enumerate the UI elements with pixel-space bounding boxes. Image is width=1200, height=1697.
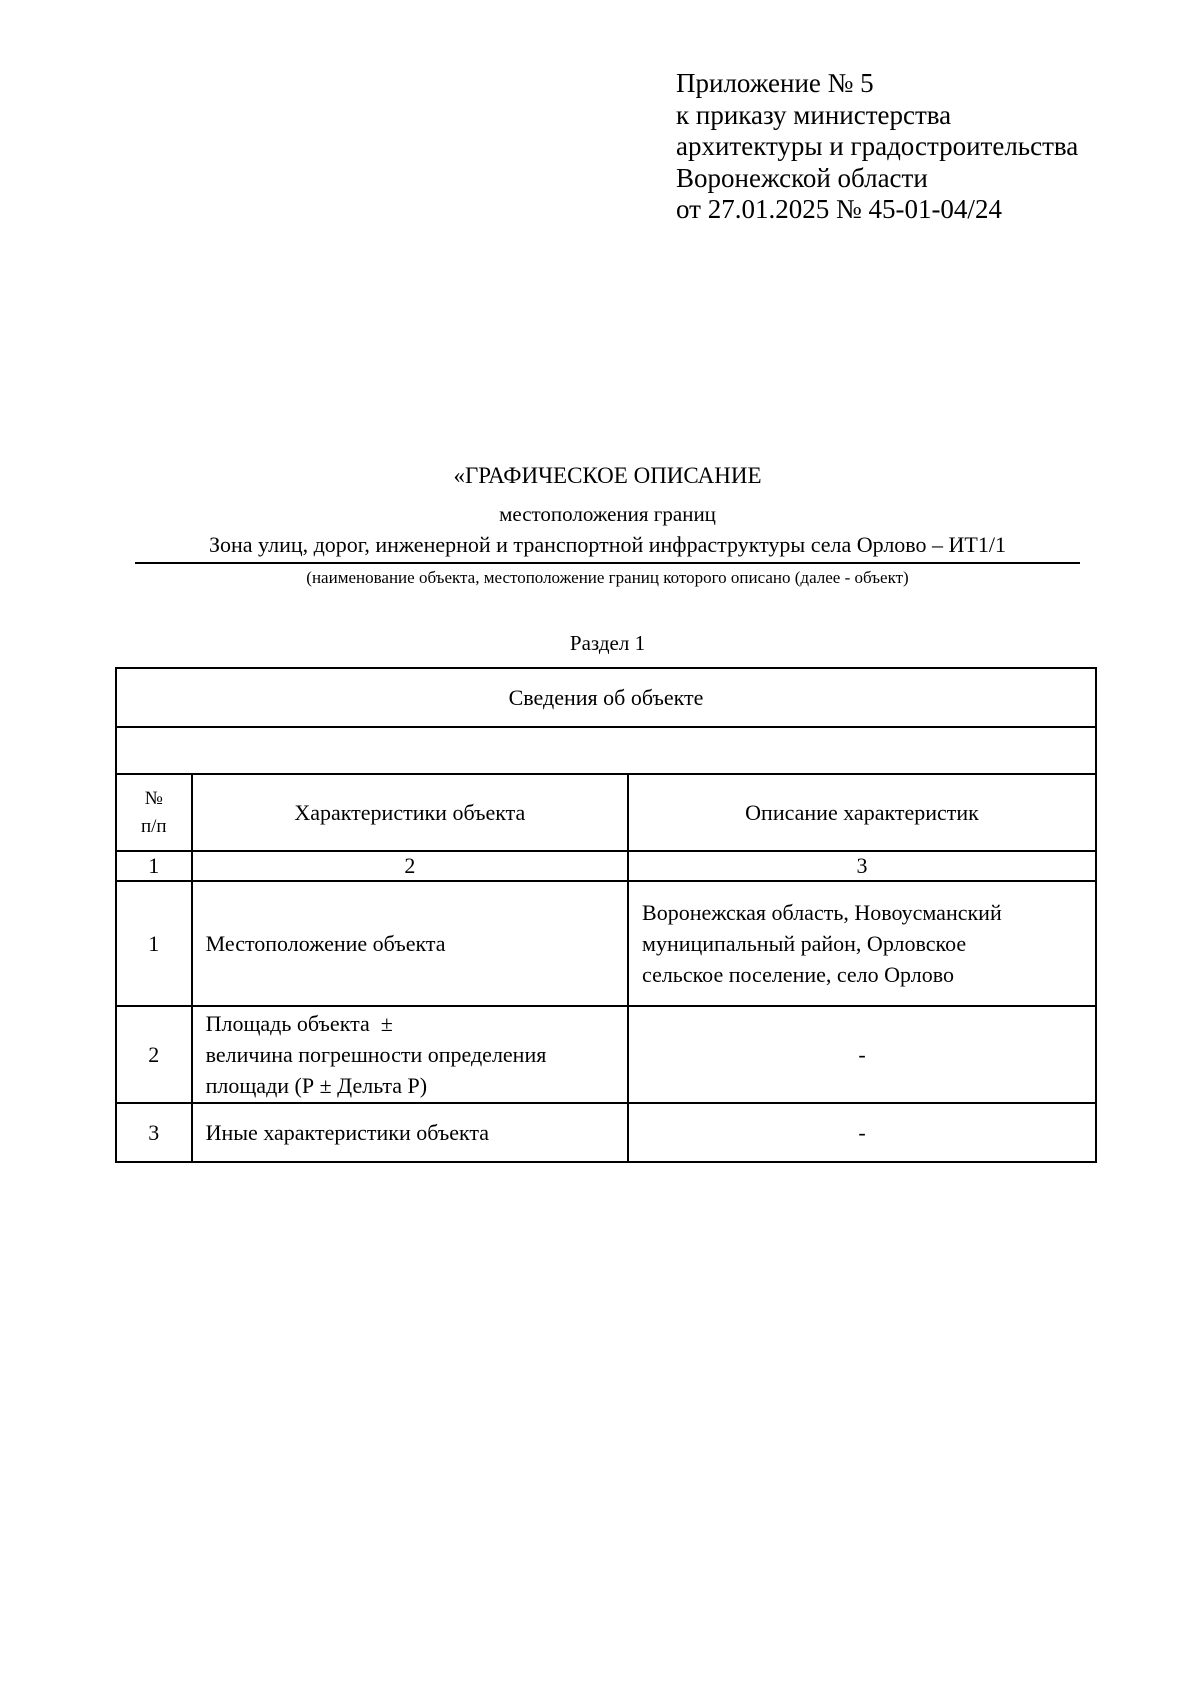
column-number: 2 [192,851,628,881]
row-characteristic-line: площади (Р ± Дельта Р) [205,1073,428,1098]
table-column-number-row [116,851,1096,881]
appendix-line: к приказу министерства [676,99,952,130]
row-description [628,881,1096,1006]
column-header-number-line: № [144,787,163,809]
column-header-number [116,774,192,851]
document-title: «ГРАФИЧЕСКОЕ ОПИСАНИЕ [453,463,762,488]
column-header-number-line: п/п [140,815,167,837]
row-number: 1 [116,881,192,1006]
appendix-line: от 27.01.2025 № 45-01-04/24 [676,194,1002,224]
document-subtitle: местоположения границ [499,502,716,526]
appendix-line: Приложение № 5 [676,68,874,98]
row-characteristic: Иные характеристики объекта [192,1103,628,1162]
row-characteristic: Местоположение объекта [192,881,628,1006]
row-description-line: Воронежская область, Новоусманский [642,900,1002,925]
appendix-reference [676,68,1078,226]
appendix-line: архитектуры и градостроительства [676,131,1079,161]
table-empty-row [116,727,1096,774]
row-number: 3 [116,1103,192,1162]
object-name-caption: (наименование объекта, местоположение границ которого описано (далее - объект) [306,568,909,587]
table-row [116,881,1096,1006]
object-info-table [115,667,1097,1163]
object-name: Зона улиц, дорог, инженерной и транспортной инфраструктуры села Орлово – ИТ1/1 [135,530,1080,564]
row-description-line: муниципальный район, Орловское [642,931,967,956]
table-empty-cell [116,727,1096,774]
row-number: 2 [116,1006,192,1103]
table-row [116,1006,1096,1103]
table-heading: Сведения об объекте [116,668,1096,727]
row-description: - [628,1006,1096,1103]
section-label: Раздел 1 [569,631,646,655]
table-heading-row [116,668,1096,727]
appendix-line: Воронежской области [676,162,928,193]
row-characteristic [192,1006,628,1103]
column-number: 3 [628,851,1096,881]
column-header-description: Описание характеристик [628,774,1096,851]
column-number: 1 [116,851,192,881]
row-characteristic-line: Площадь объекта ± [205,1011,393,1036]
table-row [116,1103,1096,1162]
row-description-line: сельское поселение, село Орлово [642,962,954,987]
row-description: - [628,1103,1096,1162]
table-column-header-row [116,774,1096,851]
column-header-characteristic: Характеристики объекта [192,774,628,851]
row-characteristic-line: величина погрешности определения [205,1042,547,1067]
